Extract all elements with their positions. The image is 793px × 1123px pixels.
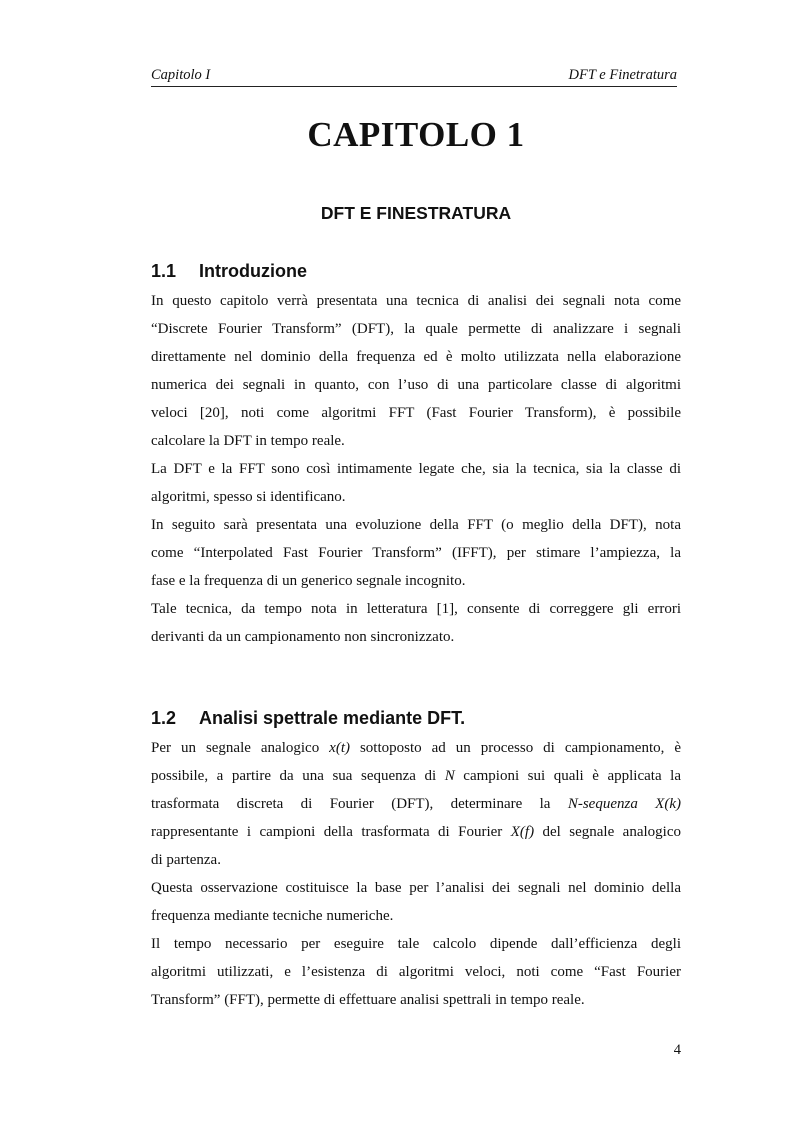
math-symbol: N-sequenza X(k)	[567, 796, 681, 812]
math-symbol: x(t)	[329, 740, 350, 756]
paragraph-line	[151, 818, 681, 846]
paragraph-line: di partenza.	[151, 852, 221, 868]
paragraph-line	[151, 734, 681, 762]
section-heading-analisi-spettrale	[151, 706, 465, 730]
section-body-introduzione	[151, 287, 681, 651]
math-symbol: X(f)	[510, 824, 535, 840]
section-body-analisi-spettrale	[151, 734, 681, 1014]
text-run: campioni sui quali è applicata la	[454, 768, 681, 784]
text-run: rappresentante i campioni della trasformata di Fourier	[151, 824, 511, 840]
header-chapter-label: Capitolo I	[151, 67, 211, 83]
paragraph-line: In questo capitolo verrà presentata una tecnica di analisi dei segnali nota come	[151, 293, 681, 309]
chapter-subtitle: DFT E FINESTRATURA	[320, 203, 512, 223]
page-number: 4	[673, 1042, 681, 1058]
paragraph-line: veloci [20], noti come algoritmi FFT (Fast Fourier Transform), è possibile	[151, 405, 681, 421]
text-run: sottoposto ad un processo di campionamento, è	[350, 740, 681, 756]
paragraph-line: algoritmi utilizzati, e l’esistenza di algoritmi veloci, noti come “Fast Fourier	[151, 964, 681, 980]
paragraph-line: fase e la frequenza di un generico segnale incognito.	[151, 573, 466, 589]
text-run: possibile, a partire da una sua sequenza di	[151, 768, 445, 784]
paragraph-line: direttamente nel dominio della frequenza ed è molto utilizzata nella elaborazione	[151, 349, 681, 365]
math-symbol: N	[444, 768, 455, 784]
paragraph-line: Questa osservazione costituisce la base per l’analisi dei segnali nel dominio della	[151, 880, 681, 896]
running-header	[151, 66, 677, 87]
section-title: Introduzione	[199, 261, 307, 281]
text-run: del segnale analogico	[534, 824, 681, 840]
paragraph-line: In seguito sarà presentata una evoluzione della FFT (o meglio della DFT), nota	[151, 517, 681, 533]
section-number: 1.2	[151, 708, 177, 728]
section-heading-introduzione	[151, 259, 307, 283]
paragraph-line: frequenza mediante tecniche numeriche.	[151, 908, 394, 924]
paragraph-line: calcolare la DFT in tempo reale.	[151, 433, 345, 449]
paragraph-line	[151, 762, 681, 790]
header-topic-label: DFT e Finetratura	[568, 67, 677, 83]
section-title: Analisi spettrale mediante DFT.	[199, 708, 466, 728]
paragraph-line: numerica dei segnali in quanto, con l’uso di una particolare classe di algoritmi	[151, 377, 681, 393]
paragraph-line	[151, 790, 681, 818]
paragraph-line: Il tempo necessario per eseguire tale calcolo dipende dall’efficienza degli	[151, 936, 681, 952]
paragraph-line: La DFT e la FFT sono così intimamente legate che, sia la tecnica, sia la classe di	[151, 461, 681, 477]
paragraph-line: Tale tecnica, da tempo nota in letteratura [1], consente di correggere gli errori	[151, 601, 681, 617]
section-number: 1.1	[151, 261, 177, 281]
text-run: trasformata discreta di Fourier (DFT), determinare la	[151, 796, 568, 812]
paragraph-line: algoritmi, spesso si identificano.	[151, 489, 346, 505]
paragraph-line: derivanti da un campionamento non sincronizzato.	[151, 629, 455, 645]
chapter-title: CAPITOLO 1	[307, 115, 525, 154]
paragraph-line: “Discrete Fourier Transform” (DFT), la quale permette di analizzare i segnali	[151, 321, 681, 337]
paragraph-line: come “Interpolated Fast Fourier Transform” (IFFT), per stimare l’ampiezza, la	[151, 545, 681, 561]
text-run: Per un segnale analogico	[151, 740, 330, 756]
paragraph-line: Transform” (FFT), permette di effettuare analisi spettrali in tempo reale.	[151, 992, 585, 1008]
